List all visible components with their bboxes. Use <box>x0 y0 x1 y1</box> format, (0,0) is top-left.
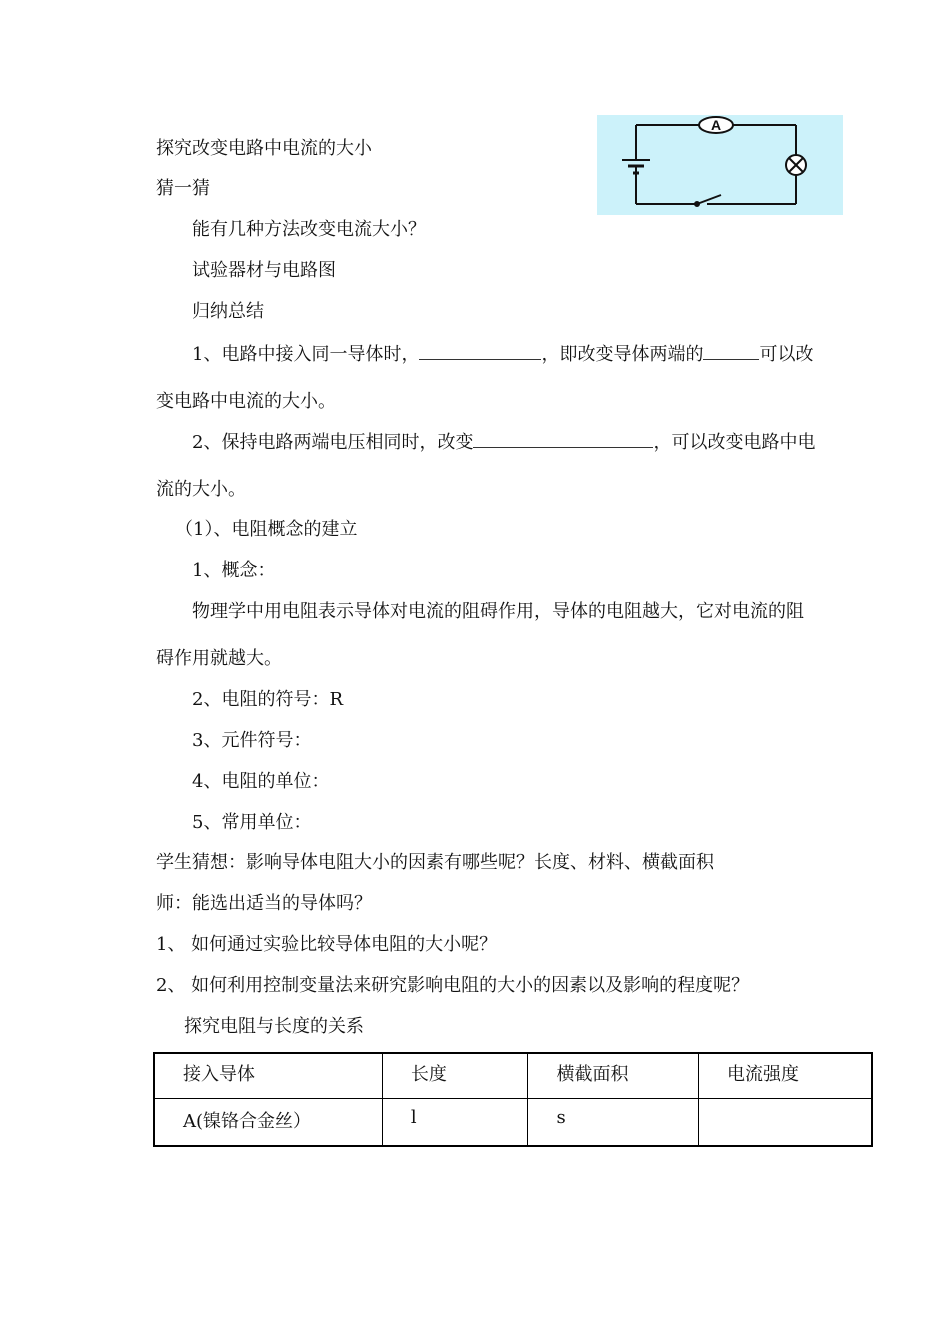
concept-item-3: 3、元件符号： <box>192 730 312 751</box>
guess-heading: 猜一猜 <box>156 178 210 199</box>
summary-item-1-cont: 变电路中电流的大小。 <box>156 391 336 412</box>
summary-item-1-part-b: ，即改变导体两端的 <box>541 344 704 365</box>
summary-item-2 <box>192 431 815 454</box>
table-row <box>154 1099 872 1147</box>
lamp-symbol <box>786 155 806 175</box>
concept-heading: （1）、电阻概念的建立 <box>175 519 358 540</box>
table-header-cell: 接入导体 <box>154 1053 382 1099</box>
summary-item-1-part-a: 1、电路中接入同一导体时， <box>192 344 420 365</box>
question-1: 1、 如何通过实验比较导体电阻的大小呢？ <box>156 934 498 955</box>
table-header-cell: 横截面积 <box>528 1053 699 1099</box>
concept-definition: 物理学中用电阻表示导体对电流的阻碍作用，导体的电阻越大，它对电流的阻 <box>192 601 804 622</box>
equipment-line: 试验器材与电路图 <box>192 260 336 281</box>
table-header-cell: 长度 <box>382 1053 528 1099</box>
concept-item-1: 1、概念： <box>192 560 276 581</box>
summary-item-2-part-a: 2、保持电路两端电压相同时，改变 <box>192 432 474 453</box>
summary-item-1-part-c: 可以改 <box>759 344 814 365</box>
table-header-row <box>154 1053 872 1099</box>
summary-item-2-cont: 流的大小。 <box>156 479 246 500</box>
summary-item-1 <box>192 343 813 366</box>
concept-item-5: 5、常用单位： <box>192 812 312 833</box>
question-line: 能有几种方法改变电流大小？ <box>192 219 426 240</box>
question-2: 2、 如何利用控制变量法来研究影响电阻的大小的因素以及影响的程度呢？ <box>156 975 750 996</box>
concept-item-2: 2、电阻的符号：R <box>192 689 344 710</box>
concept-definition-cont: 碍作用就越大。 <box>156 648 282 669</box>
doc-title: 探究改变电路中电流的大小 <box>156 138 372 159</box>
explore-heading: 探究电阻与长度的关系 <box>184 1016 364 1037</box>
table-cell: A(镍铬合金丝） <box>154 1099 382 1147</box>
table-cell[interactable] <box>698 1099 872 1147</box>
ammeter-label: A <box>710 117 722 133</box>
table-header-cell: 电流强度 <box>698 1053 872 1099</box>
table-cell: l <box>382 1099 528 1147</box>
ammeter-symbol <box>699 117 733 133</box>
teacher-question: 师：能选出适当的导体吗？ <box>156 893 372 914</box>
student-guess: 学生猜想：影响导体电阻大小的因素有哪些呢？长度、材料、横截面积 <box>156 852 714 873</box>
fill-blank-3[interactable] <box>473 431 653 448</box>
concept-item-4: 4、电阻的单位： <box>192 771 330 792</box>
fill-blank-1[interactable] <box>419 343 541 360</box>
table-cell: s <box>528 1099 699 1147</box>
summary-line: 归纳总结 <box>192 301 264 322</box>
fill-blank-2[interactable] <box>703 343 759 360</box>
data-table <box>153 1052 873 1147</box>
summary-item-2-part-b: ，可以改变电路中电 <box>653 432 816 453</box>
circuit-diagram <box>597 115 843 215</box>
